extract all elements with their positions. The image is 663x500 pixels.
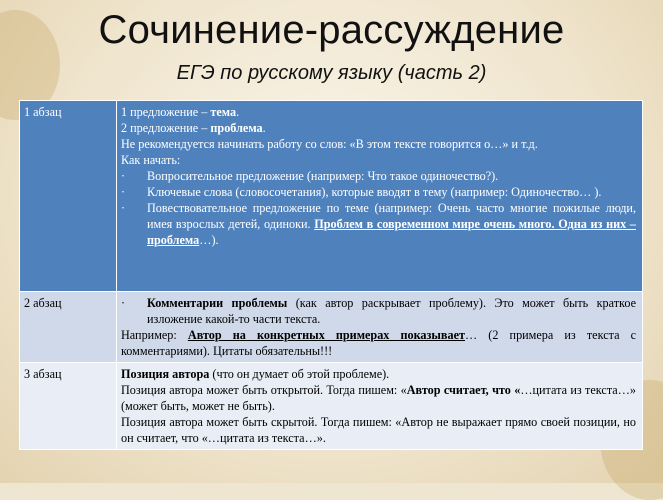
list-item: · Ключевые слова (словосочетания), которые вводят в тему (например: Одиночество… ). [121, 185, 602, 199]
essay-structure-table [19, 100, 643, 450]
bullet-list [121, 168, 636, 248]
list-item: · Комментарии проблемы (как автор раскрывает проблему). Это может быть краткое изложение какой-то части текста. [121, 296, 636, 326]
row-label: 2 абзац [20, 292, 117, 363]
page-title: Сочинение-рассуждение [98, 8, 565, 52]
list-item: · Вопросительное предложение (например: Что такое одиночество?). [121, 169, 499, 183]
content-line: Как начать: [121, 153, 181, 167]
table-row [20, 363, 643, 450]
content-line: Позиция автора может быть открытой. Тогда пишем: «Автор считает, что «…цитата из текста…» (может быть, может не быть). [121, 383, 636, 413]
row-label: 1 абзац [20, 101, 117, 292]
content-line: Не рекомендуется начинать работу со слов: «В этом тексте говорится о…» и т.д. [121, 137, 538, 151]
row-content [117, 363, 643, 450]
content-line: Например: Автор на конкретных примерах показывает… (2 примера из текста с комментариями). Цитаты обязательны!!! [121, 328, 636, 358]
row-content [117, 101, 643, 292]
content-line: 1 предложение – тема. [121, 105, 240, 119]
content-line: Позиция автора может быть скрытой. Тогда пишем: «Автор не выражает прямо своей позиции, но он считает, что «…цитата из текста…». [121, 415, 636, 445]
content-line: Позиция автора (что он думает об этой проблеме). [121, 367, 390, 381]
page-subtitle: ЕГЭ по русскому языку (часть 2) [176, 62, 487, 84]
row-content [117, 292, 643, 363]
table-row [20, 101, 643, 292]
list-item: · Повествовательное предложение по теме (например: Очень часто многие пожилые люди, имея взрослых детей, одиноки. Проблем в современном мире очень много. Одна из них – проблема…). [121, 201, 636, 247]
content-line: 2 предложение – проблема. [121, 121, 266, 135]
table-row [20, 292, 643, 363]
bullet-list [121, 295, 636, 327]
row-label: 3 абзац [20, 363, 117, 450]
